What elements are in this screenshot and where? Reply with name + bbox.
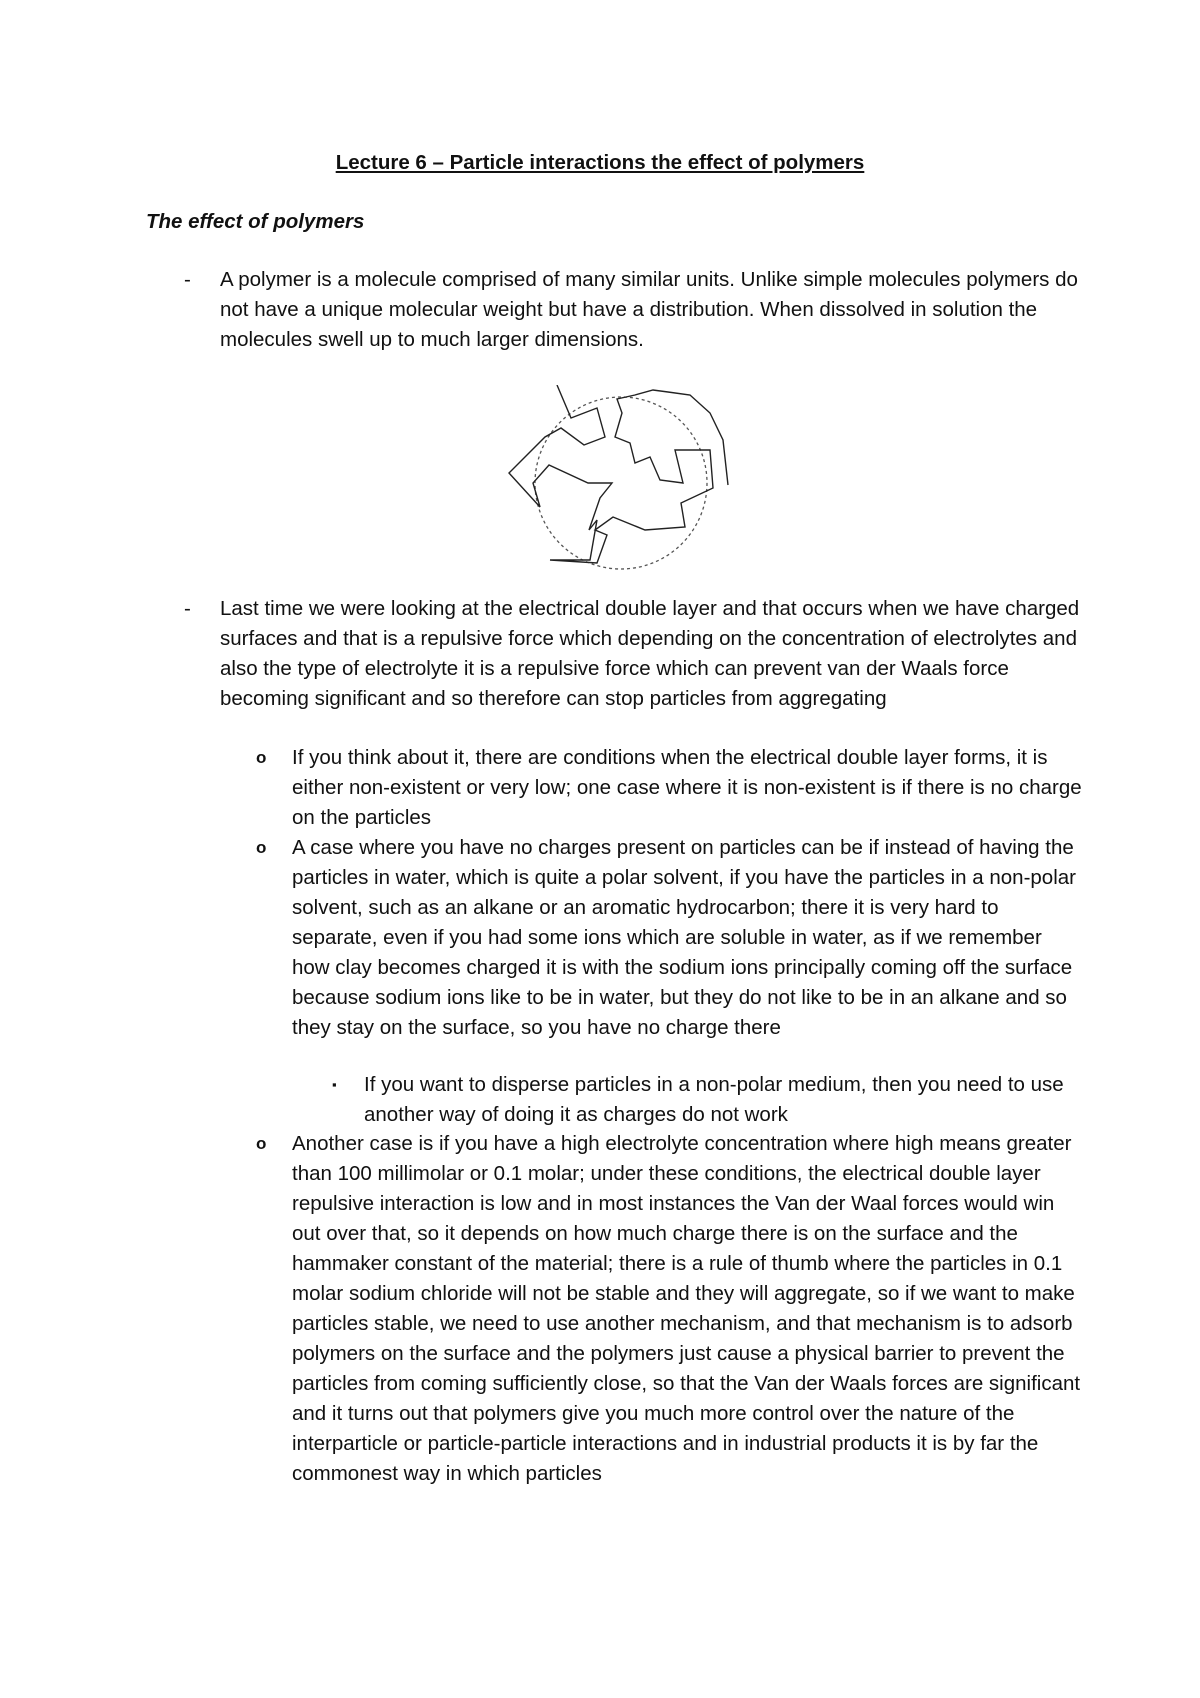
dash-bullet-marker: -: [184, 268, 191, 291]
sub-bullet-text: If you think about it, there are conditions when the electrical double layer forms, it is either non-existent or very low; one case where it is non-existent is if there is no charge on the particles: [292, 746, 1082, 829]
sub-bullet-text: A case where you have no charges present on particles can be if instead of having the particles in water, which is quite a polar solvent, if you have the particles in a non-polar solvent, such as an alkane or an aromatic hydrocarbon; there it is very hard to separate, even if you had some ions which are soluble in water, as if we remember how clay becomes charged it is with the sodium ions principally coming off the surface because sodium ions like to be in water, but they do not like to be in an alkane and so they stay on the surface, so you have no charge there: [292, 836, 1076, 1039]
dash-bullet-marker: -: [184, 597, 191, 620]
bullet-item-polymer-definition: [184, 265, 1080, 355]
sub-bullet-item-high-electrolyte: [256, 1129, 1082, 1489]
polymer-chain: [509, 385, 728, 563]
bullet-item-double-layer: [184, 594, 1080, 714]
section-heading: The effect of polymers: [146, 210, 365, 233]
bullet-text: A polymer is a molecule comprised of many similar units. Unlike simple molecules polymers do not have a unique molecular weight but have a distribution. When dissolved in solution the molecules swell up to much larger dimensions.: [220, 268, 1078, 351]
circle-bullet-marker: o: [256, 748, 267, 767]
sub-bullet-item-no-charge: [256, 743, 1082, 833]
bullet-text: Last time we were looking at the electrical double layer and that occurs when we have charged surfaces and that is a repulsive force which depending on the concentration of electrolytes and also the type of electrolyte it is a repulsive force which can prevent van der Waals force becoming significant and so therefore can stop particles from aggregating: [220, 597, 1080, 710]
sub-bullet-text: Another case is if you have a high electrolyte concentration where high means greater than 100 millimolar or 0.1 molar; under these conditions, the electrical double layer repulsive interaction is low and in most instances the Van der Waal forces would win out over that, so it depends on how much charge there is on the surface and the hammaker constant of the material; there is a rule of thumb where the particles in 0.1 molar sodium chloride will not be stable and they will aggregate, so if we want to make particles stable, we need to use another mechanism, and that mechanism is to adsorb polymers on the surface and the polymers just cause a physical barrier to prevent the particles from coming sufficiently close, so that the Van der Waals forces are significant and it turns out that polymers give you much more control over the nature of the interparticle or particle-particle interactions and in industrial products it is by far the commonest way in which particles: [292, 1132, 1081, 1485]
polymer-coil-figure: [505, 385, 735, 575]
sub-bullet-item-non-polar-solvent: [256, 833, 1082, 1043]
square-bullet-marker: ▪: [332, 1077, 337, 1092]
sub-sub-bullet-item-disperse: [332, 1070, 1084, 1130]
circle-bullet-marker: o: [256, 838, 267, 857]
circle-bullet-marker: o: [256, 1134, 267, 1153]
polymer-coil-diagram: [505, 385, 735, 575]
page-title: Lecture 6 – Particle interactions the effect of polymers: [335, 151, 865, 174]
sub-sub-bullet-text: If you want to disperse particles in a non-polar medium, then you need to use another way of doing it as charges do not work: [364, 1073, 1064, 1126]
